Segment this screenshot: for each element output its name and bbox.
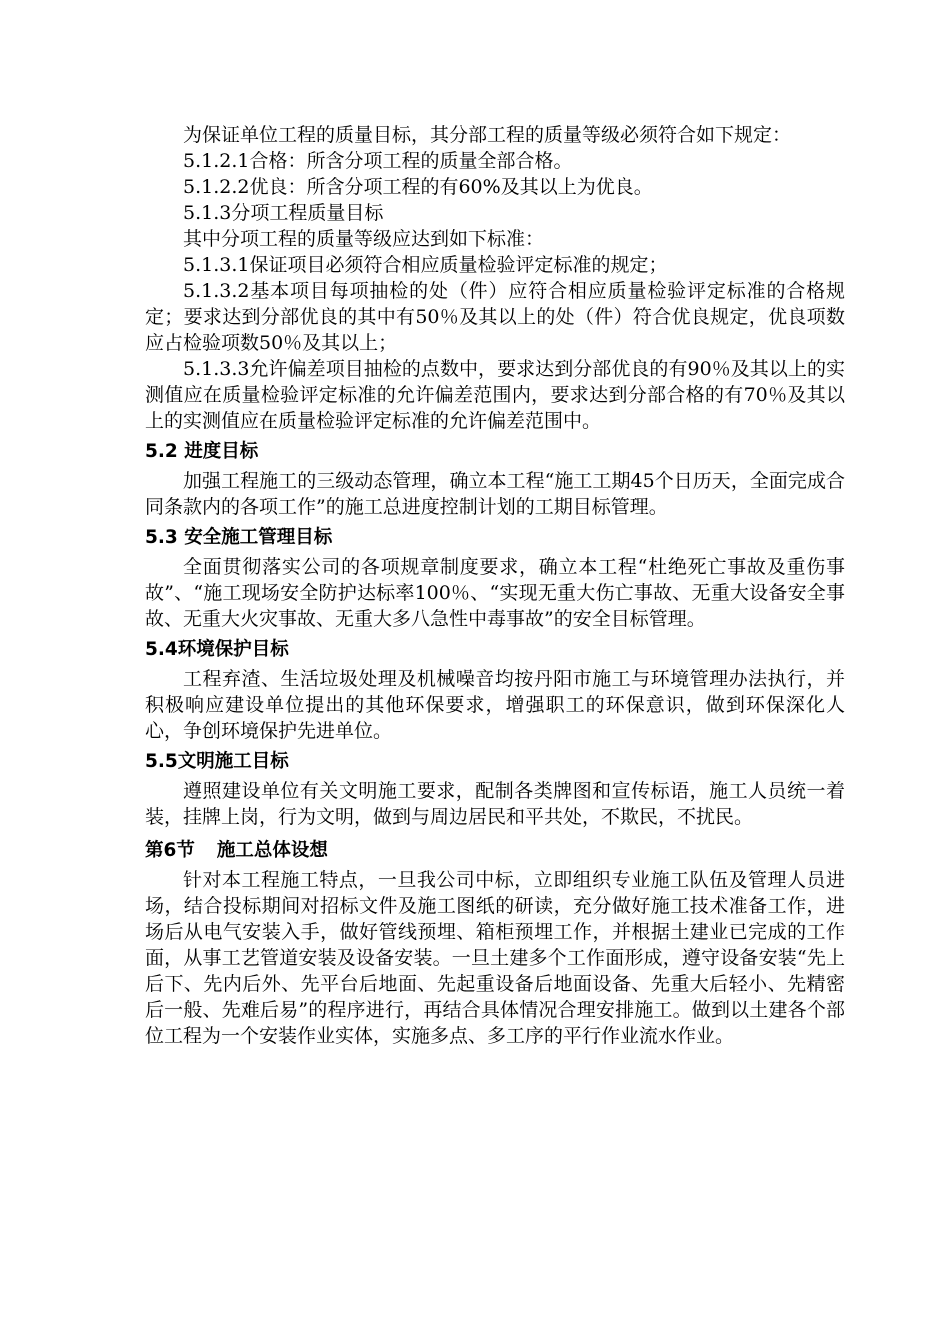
- section-6-title: 施工总体设想: [216, 840, 328, 861]
- civilized-paragraph: 遵照建设单位有关文明施工要求，配制各类牌图和宣传标语，施工人员统一着装，挂牌上岗，行为文明，做到与周边居民和平共处，不欺民，不扰民。: [145, 780, 845, 828]
- quality-item-5-1-3-3: 5.1.3.3允许偏差项目抽检的点数中，要求达到分部优良的有90％及其以上的实测值应在质量检验评定标准的允许偏差范围内，要求达到分部合格的有70％及其以上的实测值应在质量检验评定标准的允许偏差范围中。: [145, 358, 845, 432]
- safety-heading: 5.3 安全施工管理目标: [145, 527, 333, 548]
- quality-intro-paragraph: 为保证单位工程的质量目标，其分部工程的质量等级必须符合如下规定：: [183, 124, 792, 146]
- civilized-heading: 5.5文明施工目标: [145, 751, 289, 772]
- document-content: [145, 122, 845, 1049]
- safety-paragraph: 全面贯彻落实公司的各项规章制度要求，确立本工程“杜绝死亡事故及重伤事故”、“施工现场安全防护达标率100％、“实现无重大伤亡事故、无重大设备安全事故、无重大火灾事故、无重大多八急性中毒事故”的安全目标管理。: [145, 556, 845, 630]
- quality-item-5-1-3-1: 5.1.3.1保证项目必须符合相应质量检验评定标准的规定；: [183, 254, 668, 276]
- section-6-paragraph: 针对本工程施工特点，一旦我公司中标，立即组织专业施工队伍及管理人员进场，结合投标期间对招标文件及施工图纸的研读，充分做好施工技术准备工作，进场后从电气安装入手，做好管线预埋、箱柜预埋工作，并根据土建业已完成的工作面，从事工艺管道安装及设备安装。一旦土建多个工作面形成，遵守设备安装“先上后下、先内后外、先平台后地面、先起重设备后地面设备、先重大后轻小、先精密后一般、先难后易”的程序进行，再结合具体情况合理安排施工。做到以土建各个部位工程为一个安装作业实体，实施多点、多工序的平行作业流水作业。: [145, 869, 845, 1047]
- quality-item-5-1-2-1: 5.1.2.1合格：所含分项工程的质量全部合格。: [183, 150, 573, 172]
- quality-item-5-1-2-2: 5.1.2.2优良：所含分项工程的有60%及其以上为优良。: [183, 176, 653, 198]
- quality-item-5-1-3-2: 5.1.3.2基本项目每项抽检的处（件）应符合相应质量检验评定标准的合格规定；要求达到分部优良的其中有50％及其以上的处（件）符合优良规定，优良项数应占检验项数50％及其以上；: [145, 280, 845, 354]
- schedule-paragraph: 加强工程施工的三级动态管理，确立本工程“施工工期45个日历天，全面完成合同条款内的各项工作”的施工总进度控制计划的工期目标管理。: [145, 470, 845, 518]
- quality-item-5-1-3: 5.1.3分项工程质量目标: [183, 202, 384, 224]
- environment-heading: 5.4环境保护目标: [145, 639, 289, 660]
- section-6-heading: [145, 838, 845, 864]
- environment-paragraph: 工程弃渣、生活垃圾处理及机械噪音均按丹阳市施工与环境管理办法执行，并积极响应建设单位提出的其他环保要求，增强职工的环保意识，做到环保深化人心，争创环境保护先进单位。: [145, 668, 845, 742]
- section-6-number: 第6节: [145, 840, 195, 861]
- quality-sub-intro: 其中分项工程的质量等级应达到如下标准：: [183, 228, 545, 250]
- schedule-heading: 5.2 进度目标: [145, 441, 259, 462]
